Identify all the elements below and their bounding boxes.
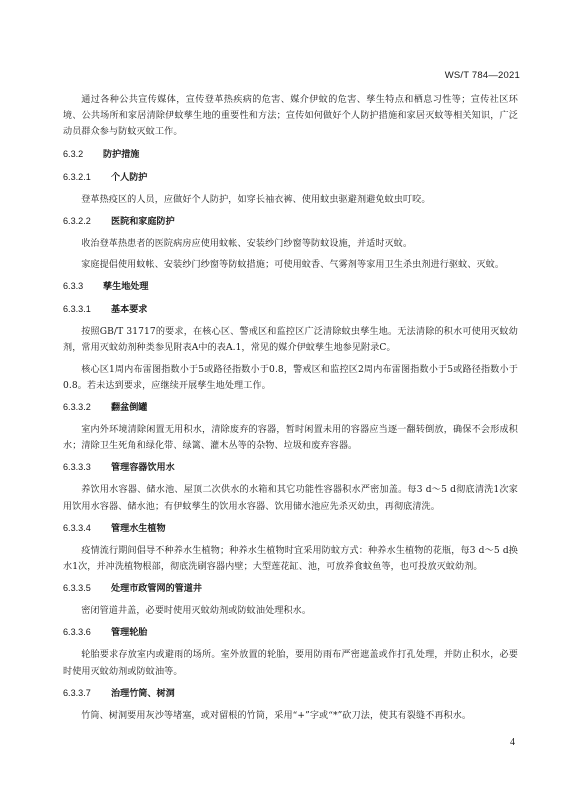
- section-number: 6.3.3.5: [63, 583, 91, 594]
- section-number: 6.3.3.6: [63, 627, 91, 638]
- paragraph: 竹筒、树洞要用灰沙等堵塞，或对留根的竹筒，采用“+”字或“*”砍刀法，使其有裂缝不再积水。: [81, 710, 472, 721]
- paragraph: 登革热疫区的人员，应做好个人防护，如穿长袖衣裤、使用蚊虫驱避剂避免蚊虫叮咬。: [81, 194, 431, 205]
- section-heading: [63, 146, 518, 163]
- section-number: 6.3.3.3: [63, 462, 91, 473]
- paragraph: 密闭管道井盖，必要时使用灭蚊幼剂或防蚊油处理积水。: [81, 606, 312, 617]
- section-title: 管理水生植物: [111, 523, 166, 534]
- paragraph: 家庭提倡使用蚊帐、安装纱门纱窗等防蚊措施；可使用蚊香、气雾剂等家用卫生杀虫剂进行驱蚊、灭蚊。: [81, 260, 505, 271]
- section-title: 基本要求: [111, 305, 148, 316]
- section-title: 个人防护: [111, 172, 148, 183]
- section-number: 6.3.3.4: [63, 522, 91, 533]
- section-title: 管理轮胎: [111, 628, 148, 639]
- section-title: 治理竹筒、树洞: [111, 688, 175, 699]
- section-number: 6.3.3.1: [63, 304, 91, 315]
- paragraph: 通过各种公共宣传媒体，宣传登革热疾病的危害、媒介伊蚊的危害、孳生特点和栖息习性等；宣传社区环境、公共场所和家居清除伊蚊孳生地的重要性和方法；宣传如何做好个人防护措施和家居灭蚊等相关知识，广泛动员群众参与防蚊灭蚊工作。: [63, 95, 518, 138]
- paragraph: 轮胎要求存放室内或避雨的场所。室外放置的轮胎，要用防雨布严密遮盖或作打孔处理，并防止积水，必要时使用灭蚊幼剂或防蚊油等。: [63, 650, 518, 677]
- document-body: [63, 92, 518, 729]
- section-number: 6.3.3.7: [63, 687, 91, 698]
- section-heading: [63, 169, 518, 186]
- section-heading: [63, 624, 518, 641]
- paragraph: 按照GB/T 31717的要求，在核心区、警戒区和监控区广泛清除蚊虫孳生地。无法清除的积水可使用灭蚊幼剂，常用灭蚊幼剂种类参见附表A中的表A.1，常见的媒介伊蚊孳生地参见附录C。: [63, 327, 518, 354]
- section-number: 6.3.2.1: [63, 171, 91, 182]
- section-heading: [63, 213, 518, 230]
- section-heading: [63, 580, 518, 597]
- section-heading: [63, 278, 518, 295]
- paragraph: 收治登革热患者的医院病房应使用蚊帐、安装纱门纱窗等防蚊设施，并适时灭蚊。: [81, 238, 413, 249]
- section-title: 医院和家庭防护: [111, 216, 175, 227]
- section-title: 管理容器饮用水: [111, 463, 175, 474]
- section-number: 6.3.3.2: [63, 402, 91, 413]
- section-heading: [63, 301, 518, 318]
- section-title: 孳生地处理: [103, 282, 149, 293]
- paragraph: 核心区1周内布雷图指数小于5或路径指数小于0.8，警戒区和监控区2周内布雷图指数小于5或路径指数小于0.8。若未达到要求，应继续开展孳生地处理工作。: [63, 364, 518, 391]
- section-heading: [63, 520, 518, 537]
- section-heading: [63, 459, 518, 476]
- section-heading: [63, 685, 518, 702]
- paragraph: 室内外环境清除闲置无用积水，清除废弃的容器，暂时闲置未用的容器应当逐一翻转倒放，确保不会形成积水；清除卫生死角和绿化带、绿篱、灌木丛等的杂物、垃圾和废弃容器。: [63, 425, 518, 452]
- standard-code: WS/T 784—2021: [444, 70, 520, 81]
- section-heading: [63, 399, 518, 416]
- section-title: 防护措施: [103, 149, 140, 160]
- section-title: 翻盆倒罐: [111, 403, 148, 414]
- section-number: 6.3.2.2: [63, 215, 91, 226]
- section-number: 6.3.2: [63, 148, 84, 159]
- page-number: 4: [510, 737, 515, 748]
- paragraph: 疫情流行期间倡导不种养水生植物；种养水生植物时宜采用防蚊方式：种养水生植物的花瓶，每3 d～5 d换水1次，并冲洗植物根部，彻底洗刷容器内壁；大型莲花缸、池，可放养食蚊鱼等，也可投放灭蚊幼剂。: [63, 545, 518, 573]
- section-number: 6.3.3: [63, 281, 84, 292]
- paragraph: 养饮用水容器、储水池、屋顶二次供水的水箱和其它功能性容器积水严密加盖。每3 d～5 d彻底清洗1次家用饮用水容器、储水池；有伊蚊孳生的饮用水容器、饮用储水池应先杀灭幼虫，再彻底清洗。: [63, 485, 518, 512]
- section-title: 处理市政管网的管道井: [111, 584, 202, 595]
